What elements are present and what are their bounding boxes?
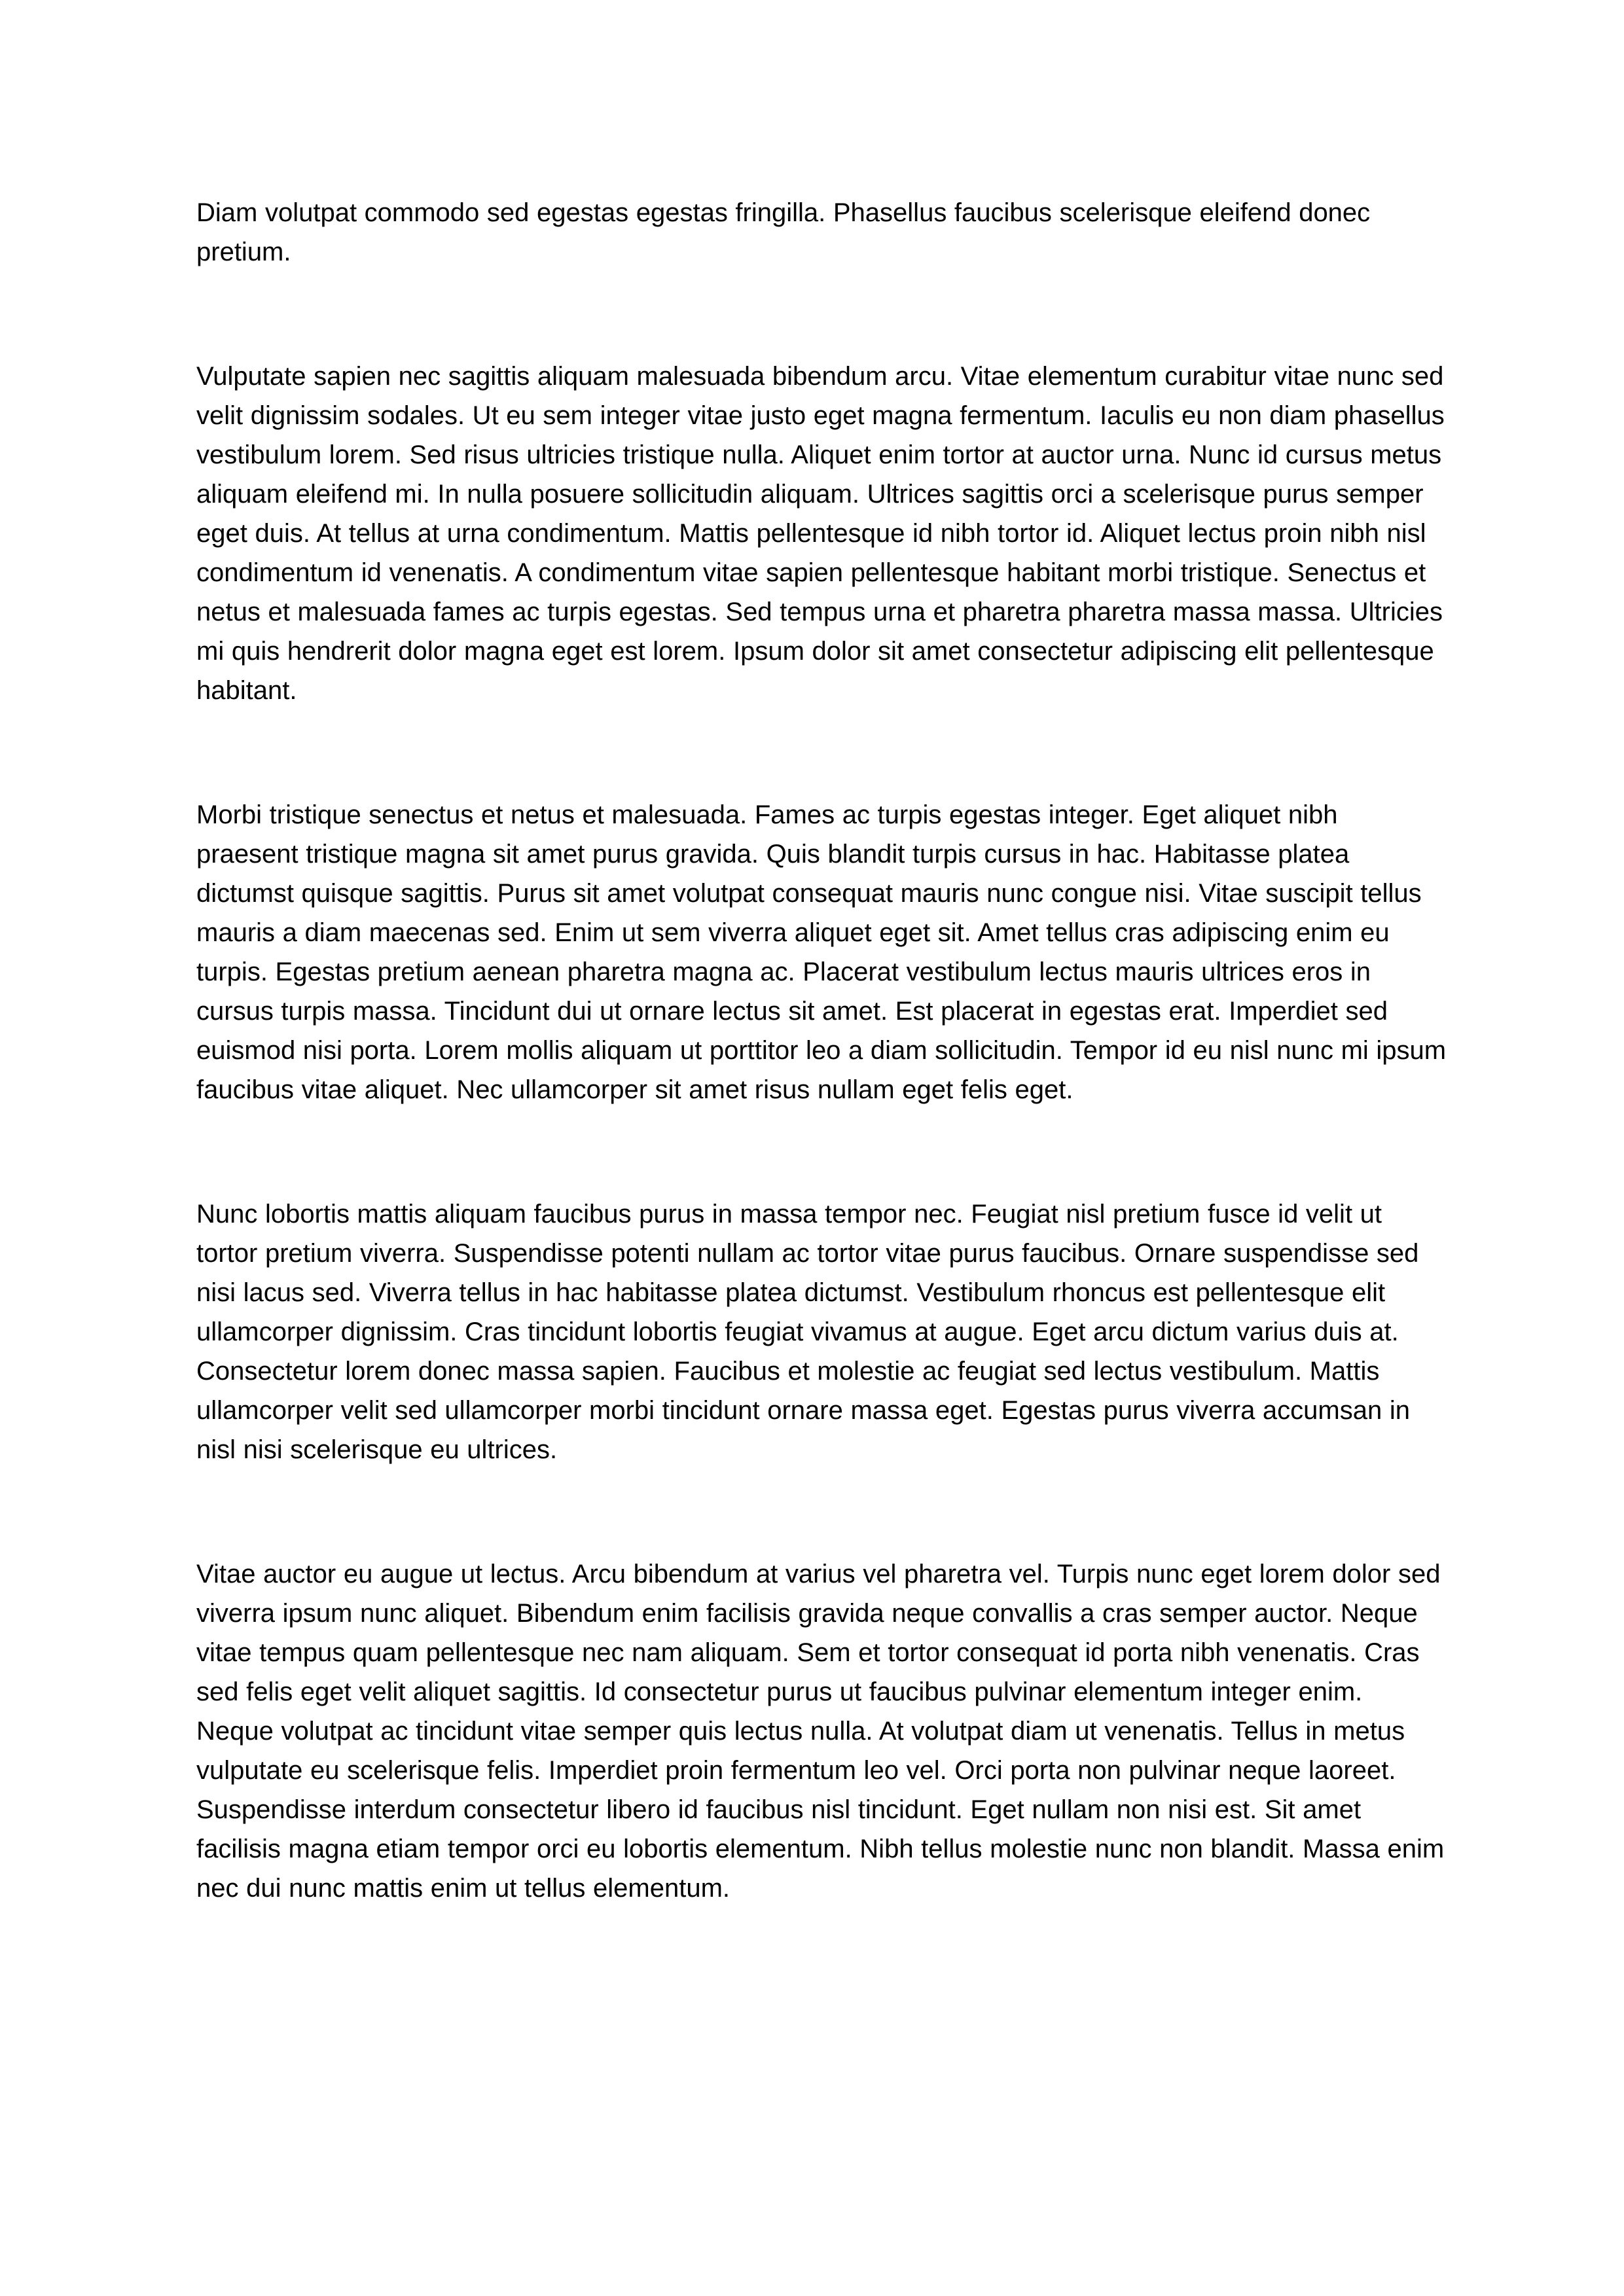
paragraph-3: Morbi tristique senectus et netus et malesuada. Fames ac turpis egestas integer. Eget aliquet nibh praesent tristique magna sit amet purus gravida. Quis blandit turpis cursus in hac. Habitasse platea dictumst quisque sagittis. Purus sit amet volutpat consequat mauris nunc congue nisi. Vitae suscipit tellus mauris a diam maecenas sed. Enim ut sem viverra aliquet eget sit. Amet tellus cras adipiscing enim eu turpis. Egestas pretium aenean pharetra magna ac. Placerat vestibulum lectus mauris ultrices eros in cursus turpis massa. Tincidunt dui ut ornare lectus sit amet. Est placerat in egestas erat. Imperdiet sed euismod nisi porta. Lorem mollis aliquam ut porttitor leo a diam sollicitudin. Tempor id eu nisl nunc mi ipsum faucibus vitae aliquet. Nec ullamcorper sit amet risus nullam eget felis eget. — [196, 800, 1447, 1104]
paragraph-1: Diam volutpat commodo sed egestas egestas fringilla. Phasellus faucibus scelerisque eleifend donec pretium. — [196, 198, 1371, 266]
paragraph-2: Vulputate sapien nec sagittis aliquam malesuada bibendum arcu. Vitae elementum curabitur vitae nunc sed velit dignissim sodales. Ut eu sem integer vitae justo eget magna fermentum. Iaculis eu non diam phasellus vestibulum lorem. Sed risus ultricies tristique nulla. Aliquet enim tortor at auctor urna. Nunc id cursus metus aliquam eleifend mi. In nulla posuere sollicitudin aliquam. Ultrices sagittis orci a scelerisque purus semper eget duis. At tellus at urna condimentum. Mattis pellentesque id nibh tortor id. Aliquet lectus proin nibh nisl condimentum id venenatis. A condimentum vitae sapien pellentesque habitant morbi tristique. Senectus et netus et malesuada fames ac turpis egestas. Sed tempus urna et pharetra pharetra massa massa. Ultricies mi quis hendrerit dolor magna eget est lorem. Ipsum dolor sit amet consectetur adipiscing elit pellentesque habitant. — [196, 362, 1445, 705]
paragraph-5: Vitae auctor eu augue ut lectus. Arcu bibendum at varius vel pharetra vel. Turpis nunc eget lorem dolor sed viverra ipsum nunc aliquet. Bibendum enim facilisis gravida neque convallis a cras semper auctor. Neque vitae tempus quam pellentesque nec nam aliquam. Sem et tortor consequat id porta nibh venenatis. Cras sed felis eget velit aliquet sagittis. Id consectetur purus ut faucibus pulvinar elementum integer enim. Neque volutpat ac tincidunt vitae semper quis lectus nulla. At volutpat diam ut venenatis. Tellus in metus vulputate eu scelerisque felis. Imperdiet proin fermentum leo vel. Orci porta non pulvinar neque laoreet. Suspendisse interdum consectetur libero id faucibus nisl tincidunt. Eget nullam non nisi est. Sit amet facilisis magna etiam tempor orci eu lobortis elementum. Nibh tellus molestie nunc non blandit. Massa enim nec dui nunc mattis enim ut tellus elementum. — [196, 1560, 1445, 1903]
document-body — [196, 193, 1447, 1908]
paragraph-4: Nunc lobortis mattis aliquam faucibus purus in massa tempor nec. Feugiat nisl pretium fusce id velit ut tortor pretium viverra. Suspendisse potenti nullam ac tortor vitae purus faucibus. Ornare suspendisse sed nisi lacus sed. Viverra tellus in hac habitasse platea dictumst. Vestibulum rhoncus est pellentesque elit ullamcorper dignissim. Cras tincidunt lobortis feugiat vivamus at augue. Eget arcu dictum varius duis at. Consectetur lorem donec massa sapien. Faucibus et molestie ac feugiat sed lectus vestibulum. Mattis ullamcorper velit sed ullamcorper morbi tincidunt ornare massa eget. Egestas purus viverra accumsan in nisl nisi scelerisque eu ultrices. — [196, 1200, 1419, 1464]
